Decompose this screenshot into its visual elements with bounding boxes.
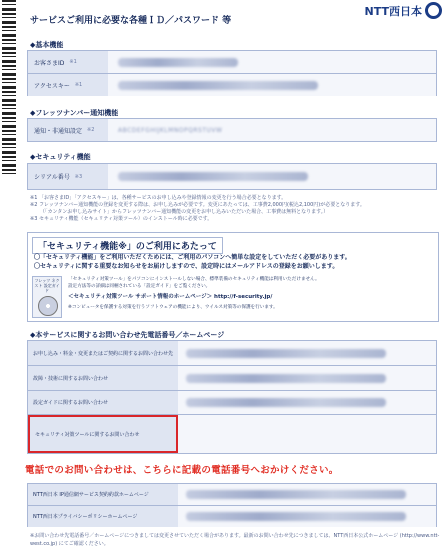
- table-row: [28, 506, 436, 527]
- bullet-2: 〇セキュリティに関する重要なお知らせをお届けしますので、設定時にはメールアドレスの登録をお願いします。: [34, 263, 339, 270]
- security-usage-panel: [27, 232, 439, 322]
- web-value: [178, 506, 436, 527]
- flets-heading: ◆フレッツナンバー通知機能: [30, 109, 119, 117]
- contact-heading: ◆本サービスに関するお問い合わせ先電話番号／ホームページ: [30, 331, 225, 339]
- table-row: [28, 119, 436, 141]
- support-info: ＜セキュリティ対策ツール サポート情報のホームページ＞ http://f-security.jp/: [68, 294, 273, 300]
- access-key-value: [108, 74, 436, 96]
- security-footnote: ※コンピュータを保護する対策を行うソフトウェアの機能により、ウイルス対策等の保護を行います。: [68, 304, 278, 310]
- contact-value: [178, 341, 436, 365]
- customer-id-label: お客さまID ※1: [28, 51, 108, 73]
- contact-label: セキュリティ対策ツールに関するお問い合わせ: [28, 415, 178, 453]
- page-title: サービスご利用に必要な各種ＩＤ／パスワード 等: [30, 16, 232, 26]
- setup-guide-card: [32, 276, 62, 318]
- notes: [30, 195, 440, 223]
- serial-number-label: シリアル番号 ※3: [28, 164, 108, 189]
- ntt-logo-icon: [425, 2, 442, 19]
- table-row: [28, 484, 436, 506]
- table-row: [28, 415, 436, 453]
- notify-setting-value: ABCDEFGHIJKLMNOPQRSTUVW: [108, 119, 436, 141]
- contact-label: お申し込み・料金・変更またはご契約に関するお問い合わせ先: [28, 341, 178, 365]
- basic-heading: ◆基本機能: [30, 41, 64, 49]
- footer-note: ※お問い合わせ先電話番号／ホームページにつきましては変更させていただく場合があります。最新のお問い合わせ先につきましては、NTT西日本公式ホームページ (http://www.ntt-west.co.jp) にてご確認ください。: [30, 533, 440, 547]
- security-description: [68, 277, 434, 311]
- note-2: ※2 フレッツナンバー通知機能の登録を変更する際は、お申し込みが必要です。変更にあたっては、工事費2,000円(税込2,100円)が必要となります。: [30, 202, 365, 208]
- table-row: [28, 366, 436, 391]
- web-value: [178, 484, 436, 505]
- barcode: [2, 0, 16, 175]
- cd-icon: [38, 296, 58, 316]
- table-row: [28, 74, 436, 96]
- note-2b: （「カンタンお申し込みサイト」からフレッツナンバー通知機能の変更をお申し込みいただいた場合、工事費は無料となります。）: [40, 209, 329, 215]
- security-desc-2: 設定方法等の詳細は同梱されている「設定ガイド」をご覧ください。: [68, 283, 211, 289]
- security-desc-1: 「セキュリティ対策ツール」をパソコンにインストールしない場合、標準装備のセキュリティ機能は利用いただけません。: [68, 277, 320, 282]
- access-key-label: アクセスキー ※1: [28, 74, 108, 96]
- customer-id-value: [108, 51, 436, 73]
- security-usage-heading: 「セキュリティ機能※」のご利用にあたって: [32, 237, 223, 254]
- note-1: ※1 「お客さまID」「アクセスキー」は、各種サービスのお申し込みや登録情報の変更を行う場合必要となります。: [30, 195, 287, 201]
- table-row: [28, 391, 436, 415]
- security-table: [27, 163, 437, 190]
- table-row: [28, 51, 436, 74]
- contact-value: [178, 391, 436, 414]
- contact-value: [178, 366, 436, 390]
- web-table: [27, 483, 437, 527]
- note-3: ※3 セキュリティ機能（セキュリティ対策ツール）のインストール時に必要です。: [30, 216, 213, 222]
- contact-table: [27, 340, 437, 454]
- bullet-1: 〇「セキュリティ機能」をご利用いただくためには、ご利用のパソコンへ簡単な設定をしていただく必要があります。: [34, 254, 351, 261]
- security-bullets: [34, 253, 351, 271]
- basic-table: [27, 50, 437, 96]
- phone-notice: 電話でのお問い合わせは、こちらに記載の電話番号へおかけください。: [25, 465, 339, 476]
- contact-label: 故障・技術に関するお問い合わせ: [28, 366, 178, 390]
- web-label: NTT西日本プライバシーポリシーホームページ: [28, 506, 178, 527]
- web-label: NTT西日本 IP通信網サービス契約約款ホームページ: [28, 484, 178, 505]
- contact-label: 設定ガイドに関するお問い合わせ: [28, 391, 178, 414]
- logo-text: NTT西日本: [364, 4, 422, 18]
- notify-setting-label: 通知・非通知設定 ※2: [28, 119, 108, 141]
- setup-guide-label: フレッツ ネクスト 設定ガイド: [34, 278, 60, 293]
- security-heading: ◆セキュリティ機能: [30, 153, 91, 161]
- table-row: [28, 341, 436, 366]
- hatched-phone-area: [178, 415, 436, 453]
- table-row: [28, 164, 436, 189]
- ntt-logo: [365, 2, 442, 19]
- serial-number-value: [108, 164, 436, 189]
- flets-table: [27, 118, 437, 142]
